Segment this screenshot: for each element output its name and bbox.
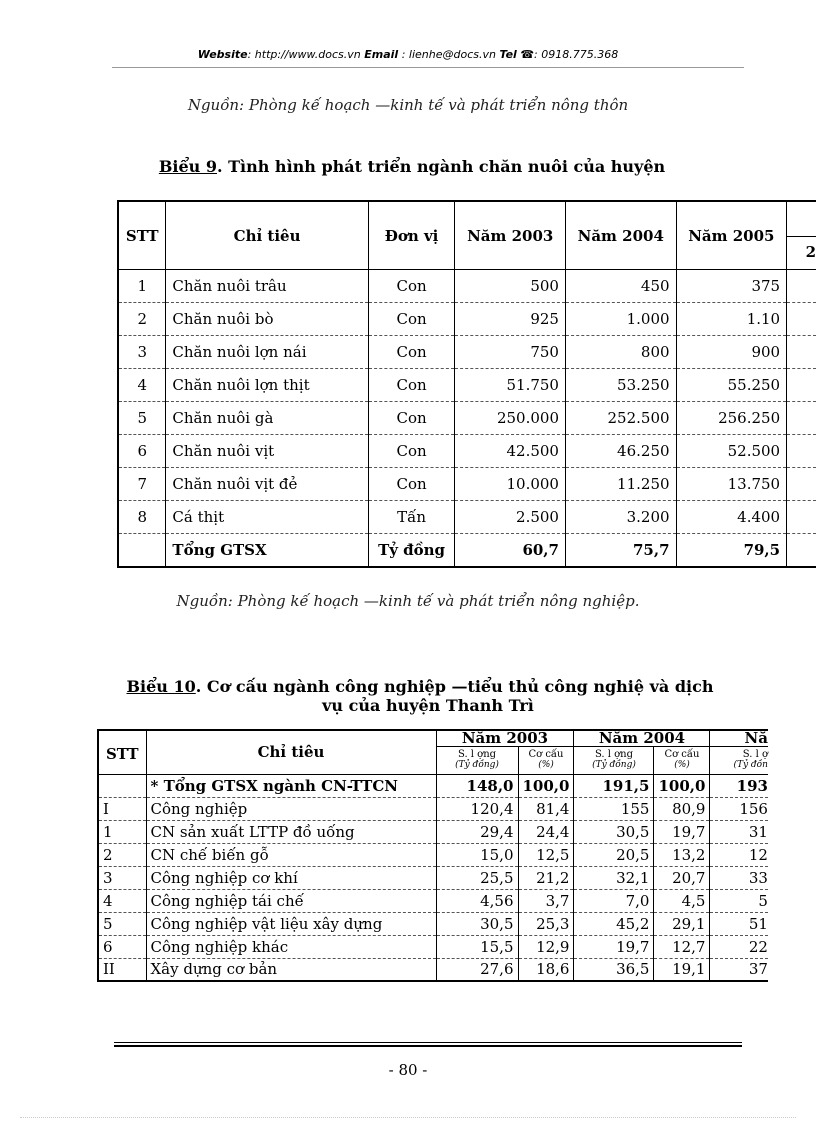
- value-2003-cell: 51.750: [455, 369, 566, 402]
- stt-cell: 1: [98, 820, 146, 843]
- value-2004-cell: 53.250: [565, 369, 676, 402]
- output-next-cell: 5: [710, 889, 768, 912]
- next-year-cell: [787, 402, 816, 435]
- share-2003-cell: 25,3: [518, 912, 574, 935]
- indicator-cell: Chăn nuôi trâu: [166, 270, 368, 303]
- unit-cell: Con: [368, 336, 455, 369]
- value-2005-cell: 900: [676, 336, 787, 369]
- value-2004-cell: 450: [565, 270, 676, 303]
- value-2004-cell: 800: [565, 336, 676, 369]
- indicator-cell: Chăn nuôi lợn thịt: [166, 369, 368, 402]
- value-2005-cell: 79,5: [676, 534, 787, 567]
- output-2004-cell: 191,5: [574, 774, 654, 797]
- share-2003-cell: 81,4: [518, 797, 574, 820]
- page-header: [0, 48, 816, 61]
- stt-cell: 4: [118, 369, 166, 402]
- table2-subheader-cc-2004: [654, 746, 710, 774]
- value-2005-cell: 52.500: [676, 435, 787, 468]
- industry-structure-table: [97, 729, 768, 982]
- next-year-cell: [787, 435, 816, 468]
- value-2004-cell: 75,7: [565, 534, 676, 567]
- sl-label: S. l ợng: [457, 749, 497, 760]
- value-2003-cell: 2.500: [455, 501, 566, 534]
- share-2004-cell: 29,1: [654, 912, 710, 935]
- table1-row: [118, 369, 816, 402]
- table1-header-row: [118, 201, 816, 270]
- table1-row: [118, 303, 816, 336]
- indicator-cell: Chăn nuôi gà: [166, 402, 368, 435]
- table2-row: [98, 843, 768, 866]
- table2-header-next-year: Nă: [710, 730, 768, 746]
- output-2004-cell: 32,1: [574, 866, 654, 889]
- tel-value: : 0918.775.368: [534, 48, 619, 61]
- value-2004-cell: 1.000: [565, 303, 676, 336]
- table2-subheader-sl-next: [710, 746, 768, 774]
- table2-row: [98, 820, 768, 843]
- table2-row: [98, 797, 768, 820]
- table2-caption: [0, 677, 816, 715]
- indicator-cell: Công nghiệp cơ khí: [146, 866, 436, 889]
- indicator-cell: Chăn nuôi vịt đẻ: [166, 468, 368, 501]
- unit-cell: Tấn: [368, 501, 455, 534]
- indicator-cell: Công nghiệp: [146, 797, 436, 820]
- next-year-cell: [787, 534, 816, 567]
- share-2004-cell: 19,1: [654, 958, 710, 981]
- next-year-cell: [787, 303, 816, 336]
- value-2005-cell: 13.750: [676, 468, 787, 501]
- table2-row: [98, 912, 768, 935]
- stt-cell: 8: [118, 501, 166, 534]
- source-note-mid: Nguồn: Phòng kế hoạch —kinh tế và phát triển nông nghiệp.: [176, 592, 640, 610]
- value-2004-cell: 3.200: [565, 501, 676, 534]
- output-2003-cell: 25,5: [436, 866, 518, 889]
- cc-label: Cơ cấu: [528, 749, 564, 760]
- indicator-cell: Công nghiệp vật liệu xây dựng: [146, 912, 436, 935]
- source-note-top: Nguồn: Phòng kế hoạch —kinh tế và phát triển nông thôn: [187, 96, 629, 114]
- table2-row: [98, 889, 768, 912]
- table2-row: [98, 958, 768, 981]
- output-2004-cell: 7,0: [574, 889, 654, 912]
- indicator-cell: CN sản xuất LTTP đồ uống: [146, 820, 436, 843]
- table2-row: [98, 935, 768, 958]
- table2-caption-text: . Cơ cấu ngành công nghiệp —tiểu thủ công nghiệ và dịch: [195, 677, 714, 696]
- share-2004-cell: 19,7: [654, 820, 710, 843]
- table1-row: [118, 501, 816, 534]
- output-2003-cell: 29,4: [436, 820, 518, 843]
- table1-header-2003: Năm 2003: [455, 201, 566, 270]
- table2-subheader-cc-2003: [518, 746, 574, 774]
- value-2004-cell: 252.500: [565, 402, 676, 435]
- table2-caption-label: Biểu 10: [126, 677, 196, 696]
- value-2004-cell: 46.250: [565, 435, 676, 468]
- next-year-cell: [787, 468, 816, 501]
- stt-cell: 2: [118, 303, 166, 336]
- share-2004-cell: 12,7: [654, 935, 710, 958]
- value-2005-cell: 1.10: [676, 303, 787, 336]
- stt-cell: [98, 774, 146, 797]
- header-rule: [112, 67, 744, 68]
- value-2003-cell: 42.500: [455, 435, 566, 468]
- sl-next-label: S. l ợ: [742, 749, 768, 760]
- next-year-cell: [787, 369, 816, 402]
- value-2003-cell: 925: [455, 303, 566, 336]
- share-2003-cell: 3,7: [518, 889, 574, 912]
- next-year-cell: [787, 270, 816, 303]
- output-2003-cell: 120,4: [436, 797, 518, 820]
- value-2003-cell: 60,7: [455, 534, 566, 567]
- table1-caption-label: Biểu 9: [158, 157, 217, 176]
- value-2005-cell: 256.250: [676, 402, 787, 435]
- output-2003-cell: 15,5: [436, 935, 518, 958]
- output-2004-cell: 20,5: [574, 843, 654, 866]
- table2-header-chi-tieu: Chỉ tiêu: [146, 730, 436, 774]
- sl-unit: (Tỷ đồng): [455, 760, 499, 770]
- stt-cell: 6: [98, 935, 146, 958]
- unit-cell: Con: [368, 402, 455, 435]
- table2-row: [98, 774, 768, 797]
- table2-header-stt: STT: [105, 745, 139, 763]
- stt-cell: 4: [98, 889, 146, 912]
- livestock-table: [117, 200, 816, 568]
- share-2003-cell: 12,5: [518, 843, 574, 866]
- phone-icon: ☎: [520, 48, 535, 61]
- next-year-cell: [787, 336, 816, 369]
- output-2003-cell: 148,0: [436, 774, 518, 797]
- share-2004-cell: 20,7: [654, 866, 710, 889]
- stt-cell: 3: [98, 866, 146, 889]
- share-2003-cell: 100,0: [518, 774, 574, 797]
- value-2005-cell: 4.400: [676, 501, 787, 534]
- output-next-cell: 33: [710, 866, 768, 889]
- stt-cell: I: [98, 797, 146, 820]
- table1-header-chi-tieu: Chỉ tiêu: [166, 201, 368, 270]
- page-number: - 80 -: [388, 1061, 428, 1079]
- sl-next-unit: (Tỷ đồn: [733, 760, 768, 770]
- table1-caption-text: . Tình hình phát triển ngành chăn nuôi của huyện: [216, 157, 666, 176]
- output-next-cell: 31: [710, 820, 768, 843]
- indicator-cell: Xây dựng cơ bản: [146, 958, 436, 981]
- website-value: : http://www.docs.vn: [247, 48, 365, 61]
- output-next-cell: 37: [710, 958, 768, 981]
- table2-row: [98, 866, 768, 889]
- output-2003-cell: 30,5: [436, 912, 518, 935]
- share-2004-cell: 4,5: [654, 889, 710, 912]
- table1-row: [118, 270, 816, 303]
- website-label: Website: [197, 48, 248, 61]
- cc-unit: (%): [538, 760, 554, 770]
- table1-row: [118, 435, 816, 468]
- share-2004-cell: 80,9: [654, 797, 710, 820]
- share-2004-cell: 13,2: [654, 843, 710, 866]
- stt-cell: 5: [98, 912, 146, 935]
- output-2004-cell: 19,7: [574, 935, 654, 958]
- bottom-divider: [20, 1117, 796, 1118]
- sl-label: S. l ợng: [594, 749, 634, 760]
- indicator-cell: Công nghiệp tái chế: [146, 889, 436, 912]
- output-2004-cell: 36,5: [574, 958, 654, 981]
- table1-header-2005: Năm 2005: [676, 201, 787, 270]
- table1-caption: [0, 157, 816, 176]
- output-2004-cell: 155: [574, 797, 654, 820]
- unit-cell: Con: [368, 468, 455, 501]
- table1-header-next-label: 2: [787, 236, 816, 269]
- cc-label: Cơ cấu: [664, 749, 700, 760]
- table1-header-next: [787, 201, 816, 270]
- stt-cell: 2: [98, 843, 146, 866]
- share-2003-cell: 21,2: [518, 866, 574, 889]
- value-2003-cell: 250.000: [455, 402, 566, 435]
- table1-header-stt: STT: [118, 201, 166, 270]
- indicator-cell: Cá thịt: [166, 501, 368, 534]
- output-2003-cell: 15,0: [436, 843, 518, 866]
- value-2003-cell: 10.000: [455, 468, 566, 501]
- output-2003-cell: 4,56: [436, 889, 518, 912]
- table1-header-don-vi: Đơn vị: [368, 201, 455, 270]
- indicator-cell: Công nghiệp khác: [146, 935, 436, 958]
- indicator-cell: * Tổng GTSX ngành CN-TTCN: [146, 774, 436, 797]
- unit-cell: Con: [368, 270, 455, 303]
- unit-cell: Con: [368, 303, 455, 336]
- indicator-cell: Chăn nuôi vịt: [166, 435, 368, 468]
- value-2003-cell: 500: [455, 270, 566, 303]
- table1-row: [118, 336, 816, 369]
- share-2003-cell: 18,6: [518, 958, 574, 981]
- output-2004-cell: 30,5: [574, 820, 654, 843]
- table2-subheader-sl-2003: [436, 746, 518, 774]
- table1-row: [118, 402, 816, 435]
- table2-subheader-sl-2004: [574, 746, 654, 774]
- tel-label: Tel: [499, 48, 517, 61]
- stt-cell: 1: [118, 270, 166, 303]
- value-2005-cell: 55.250: [676, 369, 787, 402]
- value-2005-cell: 375: [676, 270, 787, 303]
- indicator-cell: Tổng GTSX: [166, 534, 368, 567]
- table2-caption-line2: vụ của huyện Thanh Trì: [322, 696, 534, 715]
- table2-header-2003: Năm 2003: [436, 730, 574, 746]
- value-2003-cell: 750: [455, 336, 566, 369]
- output-next-cell: 193: [710, 774, 768, 797]
- output-2003-cell: 27,6: [436, 958, 518, 981]
- stt-cell: 6: [118, 435, 166, 468]
- stt-cell: II: [98, 958, 146, 981]
- table2-caption-line1: [12, 677, 816, 696]
- indicator-cell: Chăn nuôi bò: [166, 303, 368, 336]
- table1-total-row: [118, 534, 816, 567]
- next-year-cell: [787, 501, 816, 534]
- footer-rule-thick: [114, 1045, 742, 1047]
- unit-cell: Tỷ đồng: [368, 534, 455, 567]
- unit-cell: Con: [368, 435, 455, 468]
- table2-header-2004: Năm 2004: [574, 730, 710, 746]
- table1-row: [118, 468, 816, 501]
- output-2004-cell: 45,2: [574, 912, 654, 935]
- stt-cell: 5: [118, 402, 166, 435]
- email-value: : lienhe@docs.vn: [398, 48, 500, 61]
- sl-unit: (Tỷ đồng): [592, 760, 636, 770]
- footer-rule: [114, 1042, 742, 1043]
- indicator-cell: Chăn nuôi lợn nái: [166, 336, 368, 369]
- cc-unit: (%): [674, 760, 690, 770]
- output-next-cell: 22: [710, 935, 768, 958]
- output-next-cell: 51: [710, 912, 768, 935]
- share-2003-cell: 24,4: [518, 820, 574, 843]
- stt-cell: 7: [118, 468, 166, 501]
- stt-cell: [118, 534, 166, 567]
- share-2003-cell: 12,9: [518, 935, 574, 958]
- output-next-cell: 156: [710, 797, 768, 820]
- stt-cell: 3: [118, 336, 166, 369]
- email-label: Email: [364, 48, 399, 61]
- indicator-cell: CN chế biến gỗ: [146, 843, 436, 866]
- unit-cell: Con: [368, 369, 455, 402]
- table1-header-2004: Năm 2004: [565, 201, 676, 270]
- value-2004-cell: 11.250: [565, 468, 676, 501]
- output-next-cell: 12: [710, 843, 768, 866]
- share-2004-cell: 100,0: [654, 774, 710, 797]
